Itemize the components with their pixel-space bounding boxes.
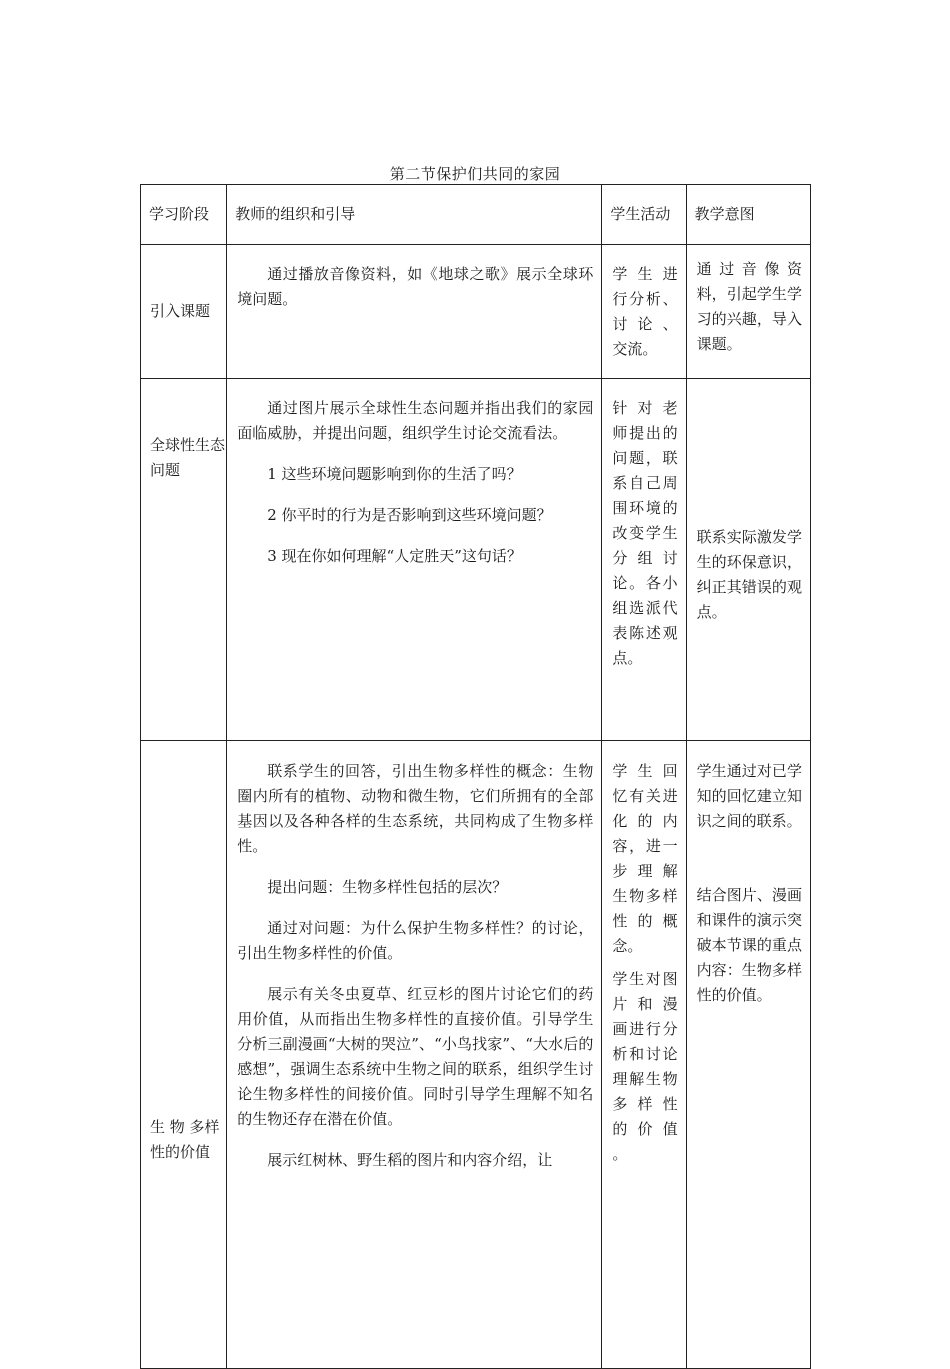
teacher-paragraph: 提出问题：生物多样性包括的层次？ [267, 878, 508, 896]
intent-cell [686, 379, 810, 741]
header-intent: 教学意图 [686, 185, 810, 245]
student-text: 针 对 老师提出的问题，联系自己周围环境的改变学生分 组 讨论。各小组选派代表陈述观点。 [612, 399, 678, 667]
student-text: 学 生 进行分析、 讨 论 、交流。 [612, 265, 678, 358]
intent-text: 学生通过对已学知的回忆建立知识之间的联系。 [696, 762, 802, 830]
intent-text: 通 过 音 像 资料，引起学生学习的兴趣，导入课题。 [696, 260, 802, 353]
intent-cell [686, 245, 810, 379]
teacher-paragraph: 展示有关冬虫夏草、红豆杉的图片讨论它们的药用价值，从而指出生物多样性的直接价值。引导学生分析三副漫画“大树的哭泣”、“小鸟找家”、“大水后的感想”，强调生态系统中生物之间的联系，组织学生讨论生物多样性的间接价值。同时引导学生理解不知名的生物还存在潜在价值。 [237, 985, 594, 1128]
question-item: 3 现在你如何理解“人定胜天”这句话？ [267, 547, 522, 565]
teacher-cell [227, 741, 602, 1369]
teacher-paragraph: 通过播放音像资料，如《地球之歌》展示全球环境问题。 [237, 265, 594, 308]
table-row [141, 245, 811, 379]
teacher-cell [227, 245, 602, 379]
table-row [141, 379, 811, 741]
stage-cell: 生 物 多样性的价值 [141, 741, 227, 1369]
student-cell [602, 379, 686, 741]
header-student: 学生活动 [602, 185, 686, 245]
student-cell [602, 741, 686, 1369]
student-text: 学生对图片 和 漫画进行分析和讨论理解生物多 样 性的 价 值 。 [612, 970, 678, 1163]
intent-text: 结合图片、漫画和课件的演示突破本节课的重点内容：生物多样性的价值。 [696, 886, 802, 1004]
stage-cell: 全球性生态问题 [141, 379, 227, 741]
intent-cell [686, 741, 810, 1369]
document-title: 第二节保护们共同的家园 [389, 165, 561, 183]
stage-cell: 引入课题 [141, 245, 227, 379]
table-header-row [141, 185, 811, 245]
lesson-plan-table [140, 184, 811, 1369]
teacher-paragraph: 联系学生的回答，引出生物多样性的概念：生物圈内所有的植物、动物和微生物，它们所拥有的全部基因以及各种各样的生态系统，共同构成了生物多样性。 [237, 762, 594, 855]
teacher-cell [227, 379, 602, 741]
student-text: 学 生 回 忆有关进化 的 内容，进一步 理 解生物多样性 的 概念。 [612, 762, 678, 955]
teacher-paragraph: 展示红树林、野生稻的图片和内容介绍，让 [267, 1151, 553, 1169]
teacher-paragraph: 通过对问题：为什么保护生物多样性？的讨论，引出生物多样性的价值。 [237, 919, 594, 962]
header-stage: 学习阶段 [141, 185, 227, 245]
table-row [141, 741, 811, 1369]
student-cell [602, 245, 686, 379]
intent-text: 联系实际激发学生的环保意识，纠正其错误的观点。 [696, 527, 802, 621]
question-item: 1 这些环境问题影响到你的生活了吗？ [267, 465, 522, 483]
question-item: 2 你平时的行为是否影响到这些环境问题？ [267, 506, 552, 524]
header-teacher: 教师的组织和引导 [227, 185, 602, 245]
teacher-paragraph: 通过图片展示全球性生态问题并指出我们的家园面临威胁，并提出问题，组织学生讨论交流看法。 [237, 399, 594, 442]
